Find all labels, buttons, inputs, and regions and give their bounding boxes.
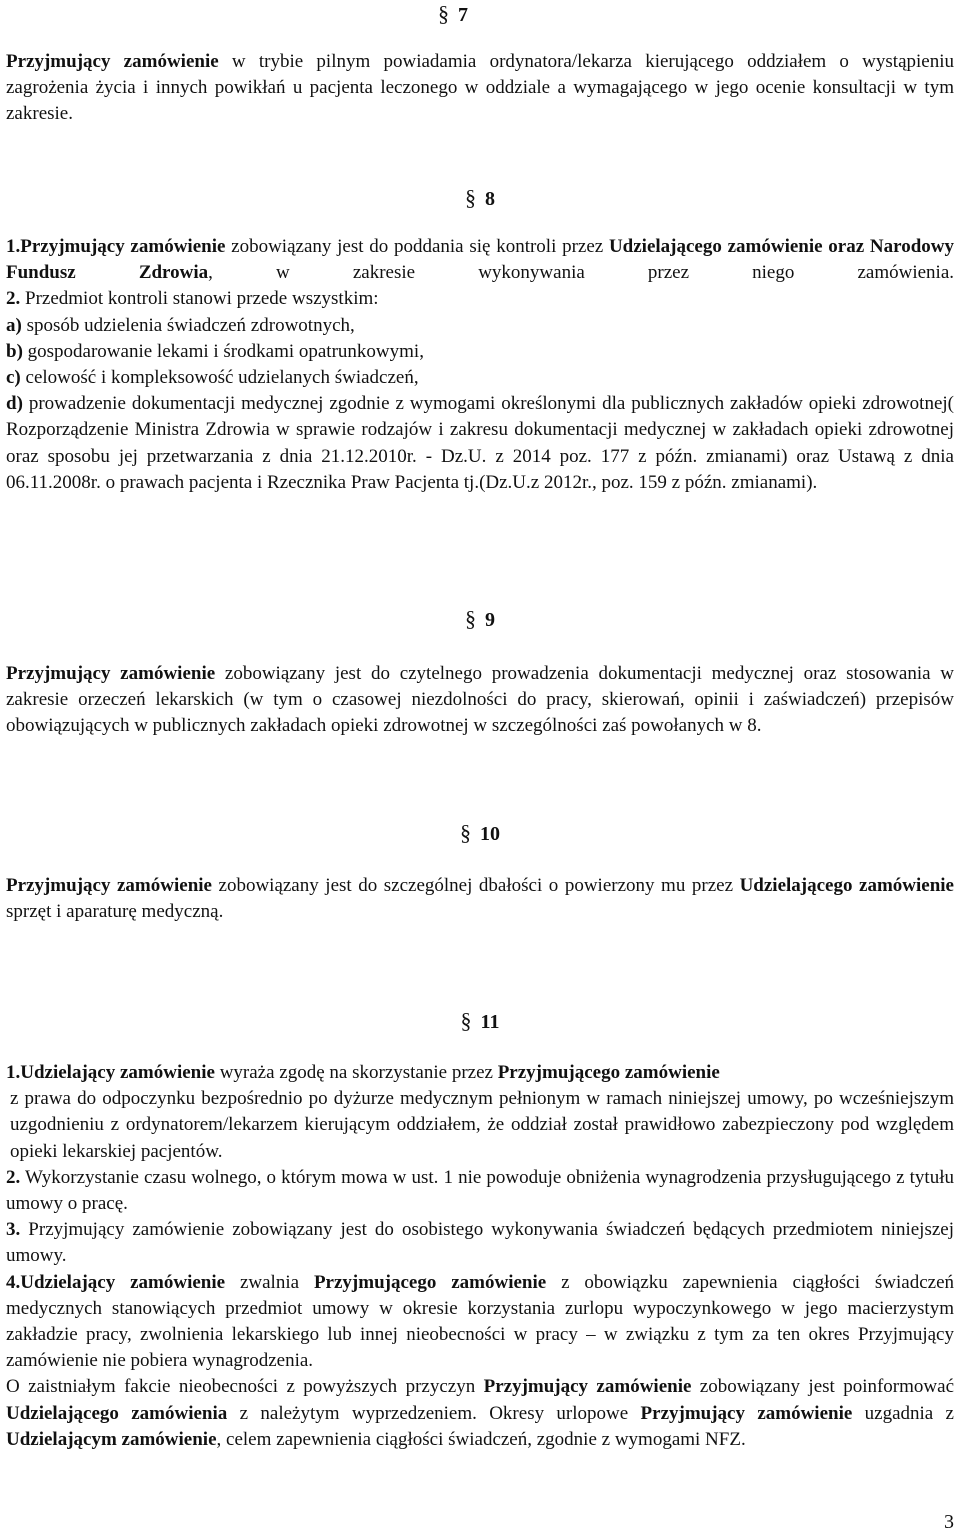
- list-item: b) gospodarowanie lekami i środkami opatrunkowymi,: [6, 340, 424, 362]
- paragraph: 1.Przyjmujący zamówienie zobowiązany jest do poddania się kontroli przez Udzielającego zamówienie oraz Narodowy Fundusz Zdrowia, w zakresie wykonywania przez niego zamówienia.: [6, 236, 955, 284]
- section-heading-8: § 8: [465, 185, 495, 210]
- page-number: 3: [944, 1511, 954, 1533]
- section-heading-7: § 7: [438, 1, 468, 26]
- paragraph: 4.Udzielający zamówienie zwalnia Przyjmującego zamówienie z obowiązku zapewnienia ciągłości świadczeń medycznych stanowiących przedmiot umowy w okresie korzystania zurlopu wypoczynkowego w jego macierzystym zakładzie pracy, zwolnienia lekarskiego lub innej nieobecności w pracy – w związku z tym za ten okres Przyjmujący zamówienie nie pobiera wynagrodzenia.: [6, 1271, 955, 1372]
- list-item: d) prowadzenie dokumentacji medycznej zgodnie z wymogami określonymi dla publicznych zakładów opieki zdrowotnej( Rozporządzenie Ministra Zdrowia w sprawie rodzajów i zakresu dokumentacji medycznej w zakładach opieki zdrowotnej oraz sposobu jej przetwarzania z dnia 21.12.2010r. - Dz.U. z 2014 poz. 177 z późn. zmianami) oraz Ustawą z dnia 06.11.2008r. o prawach pacjenta i Rzecznika Praw Pacjenta tj.(Dz.U.z 2012r., poz. 159 z późn. zmianami).: [6, 393, 954, 493]
- paragraph: Przyjmujący zamówienie zobowiązany jest do czytelnego prowadzenia dokumentacji medycznej oraz stosowania w zakresie orzeczeń lekarskich (w tym o czasowej niezdolności do pracy, skierowań, opinii i zaświadczeń) przepisów obowiązujących w publicznych zakładach opieki zdrowotnej w szczególności zaś powołanych w 8.: [6, 663, 954, 737]
- paragraph: Przyjmujący zamówienie zobowiązany jest do szczególnej dbałości o powierzony mu przez Udzielającego zamówienie sprzęt i aparaturę medyczną.: [6, 875, 954, 923]
- paragraph: Przyjmujący zamówienie w trybie pilnym powiadamia ordynatora/lekarza kierującego oddziałem o wystąpieniu zagrożenia życia i innych powikłań u pacjenta leczonego w oddziale a wymagającego w jego ocenie konsultacji w tym zakresie.: [6, 51, 954, 125]
- list-item: a) sposób udzielenia świadczeń zdrowotnych,: [6, 314, 355, 336]
- paragraph: 3. Przyjmujący zamówienie zobowiązany jest do osobistego wykonywania świadczeń będących przedmiotem niniejszej umowy.: [6, 1219, 954, 1267]
- section-heading-9: § 9: [465, 606, 495, 631]
- paragraph: z prawa do odpoczynku bezpośrednio po dyżurze medycznym pełnionym w ramach niniejszej umowy, po wcześniejszym uzgodnieniu z ordynatorem/lekarzem kierującym oddziałem, że oddział został prawidłowo zabezpieczony pod względem opieki lekarskiej pacjentów.: [10, 1088, 954, 1162]
- section-8-body: [6, 234, 954, 496]
- section-heading-11: § 11: [460, 1008, 500, 1033]
- section-7-body: [6, 49, 954, 128]
- paragraph: 2. Przedmiot kontroli stanowi przede wszystkim:: [6, 288, 379, 310]
- section-9-body: [6, 661, 954, 740]
- paragraph: 2. Wykorzystanie czasu wolnego, o którym mowa w ust. 1 nie powoduje obniżenia wynagrodzenia przysługującego z tytułu umowy o pracę.: [6, 1166, 954, 1215]
- section-sign-icon: §: [460, 820, 471, 845]
- paragraph: O zaistniałym fakcie nieobecności z powyższych przyczyn Przyjmujący zamówienie zobowiązany jest poinformować Udzielającego zamówienia z należytym wyprzedzeniem. Okresy urlopowe Przyjmujący zamówienie uzgadnia z Udzielającym zamówienie, celem zapewnienia ciągłości świadczeń, zgodnie z wymogami NFZ.: [6, 1376, 955, 1450]
- section-sign-icon: §: [465, 185, 476, 210]
- section-11-body: [6, 1060, 954, 1453]
- section-10-body: [6, 873, 954, 925]
- list-item: c) celowość i kompleksowość udzielanych świadczeń,: [6, 367, 419, 389]
- section-heading-10: § 10: [460, 820, 500, 845]
- section-sign-icon: §: [438, 1, 449, 26]
- section-sign-icon: §: [465, 606, 476, 631]
- paragraph: 1.Udzielający zamówienie wyraża zgodę na skorzystanie przez Przyjmującego zamówienie: [6, 1062, 720, 1083]
- section-sign-icon: §: [460, 1008, 472, 1033]
